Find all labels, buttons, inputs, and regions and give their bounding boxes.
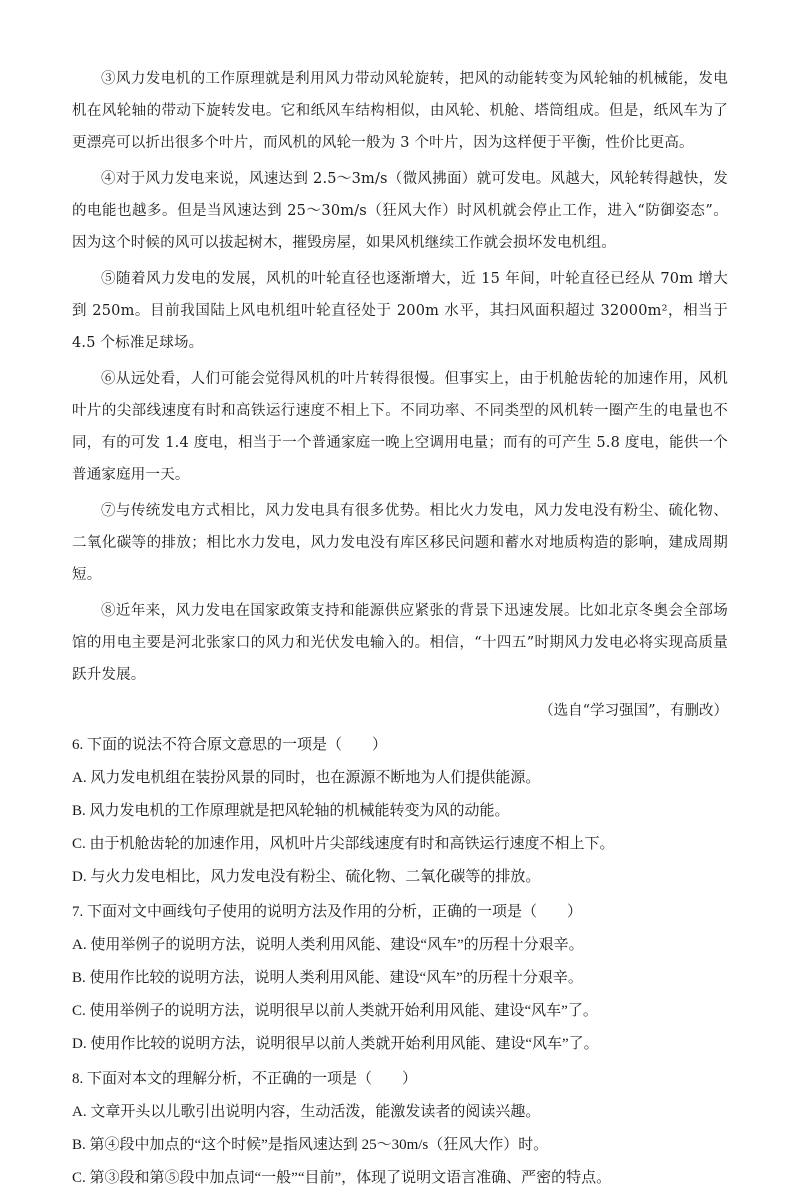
- paragraph-8: ⑧近年来，风力发电在国家政策支持和能源供应紧张的背景下迅速发展。比如北京冬奥会全部场馆的用电主要是河北张家口的风力和光伏发电输入的。相信，“十四五”时期风力发电必将实现高质量跃升发展。: [72, 603, 728, 683]
- question-stem: 6. 下面的说法不符合原文意思的一项是（ ）: [72, 737, 388, 753]
- question-6: [72, 729, 728, 894]
- option-c: C. 第③段和第⑤段中加点词“一般”“目前”，体现了说明文语言准确、严密的特点。: [72, 1170, 612, 1186]
- option-a: A. 文章开头以儿歌引出说明内容，生动活泼，能激发读者的阅读兴趣。: [72, 1104, 541, 1120]
- option-d: D. 与火力发电相比，风力发电没有粉尘、硫化物、二氧化碳等的排放。: [72, 869, 541, 885]
- option-a: A. 使用举例子的说明方法，说明人类利用风能、建设“风车”的历程十分艰辛。: [72, 937, 584, 953]
- question-8: [72, 1063, 728, 1195]
- option-b: B. 风力发电机的工作原理就是把风轮轴的机械能转变为风的动能。: [72, 803, 510, 819]
- source-citation: （选自“学习强国”，有删改）: [539, 703, 728, 719]
- option-c: C. 由于机舱齿轮的加速作用，风机叶片尖部线速度有时和高铁运行速度不相上下。: [72, 836, 615, 852]
- question-stem: 8. 下面对本文的理解分析，不正确的一项是（ ）: [72, 1071, 418, 1087]
- option-c: C. 使用举例子的说明方法，说明很早以前人类就开始利用风能、建设“风车”了。: [72, 1003, 598, 1019]
- option-a: A. 风力发电机组在装扮风景的同时，也在源源不断地为人们提供能源。: [72, 770, 541, 786]
- paragraph-6: ⑥从远处看，人们可能会觉得风机的叶片转得很慢。但事实上，由于机舱齿轮的加速作用，风机叶片的尖部线速度有时和高铁运行速度不相上下。不同功率、不同类型的风机转一圈产生的电量也不同，有的可发 1.4 度电，相当于一个普通家庭一晚上空调用电量；而有的可产生 5.8 度电，能供一个普通家庭用一天。: [72, 371, 728, 483]
- option-d: D. 使用作比较的说明方法，说明很早以前人类就开始利用风能、建设“风车”了。: [72, 1036, 599, 1052]
- question-7: [72, 896, 728, 1061]
- paragraph-5: ⑤随着风力发电的发展，风机的叶轮直径也逐渐增大，近 15 年间，叶轮直径已经从 70m 增大到 250m。目前我国陆上风电机组叶轮直径处于 200m 水平，其扫风面积超过 32000m²，相当于 4.5 个标准足球场。: [72, 271, 728, 351]
- option-b: B. 第④段中加点的“这个时候”是指风速达到 25～30m/s（狂风大作）时。: [72, 1137, 549, 1153]
- paragraph-4: ④对于风力发电来说，风速达到 2.5～3m/s（微风拂面）就可发电。风越大，风轮转得越快，发的电能也越多。但是当风速达到 25～30m/s（狂风大作）时风机就会停止工作，进入“防御姿态”。因为这个时候的风可以拔起树木，摧毁房屋，如果风机继续工作就会损坏发电机组。: [72, 171, 728, 251]
- paragraph-3: ③风力发电机的工作原理就是利用风力带动风轮旋转，把风的动能转变为风轮轴的机械能，发电机在风轮轴的带动下旋转发电。它和纸风车结构相似，由风轮、机舱、塔筒组成。但是，纸风车为了更漂亮可以折出很多个叶片，而风机的风轮一般为 3 个叶片，因为这样便于平衡，性价比更高。: [72, 71, 728, 151]
- question-stem: 7. 下面对文中画线句子使用的说明方法及作用的分析，正确的一项是（ ）: [72, 904, 583, 920]
- paragraph-7: ⑦与传统发电方式相比，风力发电具有很多优势。相比火力发电，风力发电没有粉尘、硫化物、二氧化碳等的排放；相比水力发电，风力发电没有库区移民问题和蓄水对地质构造的影响，建成周期短。: [72, 503, 728, 583]
- option-b: B. 使用作比较的说明方法，说明人类利用风能、建设“风车”的历程十分艰辛。: [72, 970, 583, 986]
